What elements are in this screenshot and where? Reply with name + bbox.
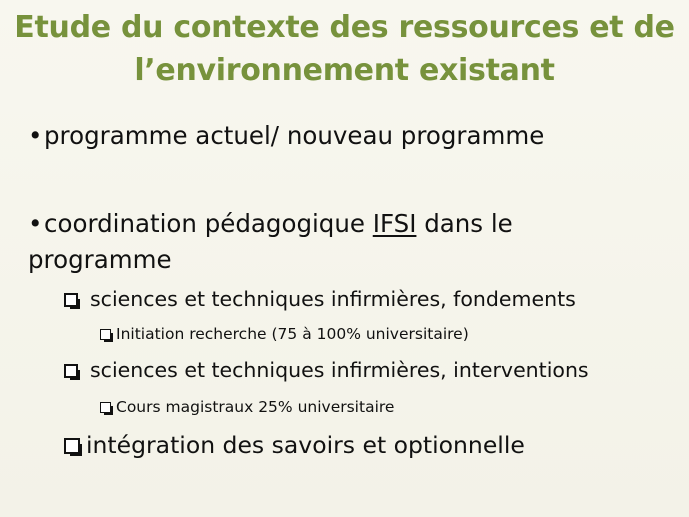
title-line-1: Etude du contexte des ressources et de <box>14 10 675 45</box>
bullet-text-suffix: dans le <box>416 209 513 238</box>
sub-item-text: intégration des savoirs et optionnelle <box>86 431 525 459</box>
checkbox-icon <box>100 329 111 340</box>
checkbox-icon <box>100 402 111 413</box>
bullet-dot: • <box>28 209 43 238</box>
title-line-2: l’environnement existant <box>134 53 555 88</box>
detail-cours-magistraux <box>100 394 394 420</box>
bullet-text: programme actuel/ nouveau programme <box>44 121 545 150</box>
sub-item-text: sciences et techniques infirmières, fondements <box>90 287 576 311</box>
detail-text: Initiation recherche (75 à 100% universitaire) <box>116 325 469 343</box>
checkbox-icon <box>64 438 80 454</box>
bullet-dot: • <box>28 121 43 150</box>
bullet-coordination-continued: programme <box>28 245 172 274</box>
bullet-programme <box>28 118 544 154</box>
sub-item-text: sciences et techniques infirmières, interventions <box>90 358 589 382</box>
sub-item-fondements <box>64 284 576 314</box>
slide-title <box>0 6 689 92</box>
ifsi-underlined: IFSI <box>372 209 417 238</box>
sub-item-integration <box>64 428 525 462</box>
checkbox-icon <box>64 364 78 378</box>
detail-text: Cours magistraux 25% universitaire <box>116 398 395 416</box>
bullet-coordination <box>28 206 513 242</box>
checkbox-icon <box>64 293 78 307</box>
bullet-text-prefix: coordination pédagogique <box>44 209 373 238</box>
detail-initiation-recherche <box>100 321 469 347</box>
sub-item-interventions <box>64 355 589 385</box>
